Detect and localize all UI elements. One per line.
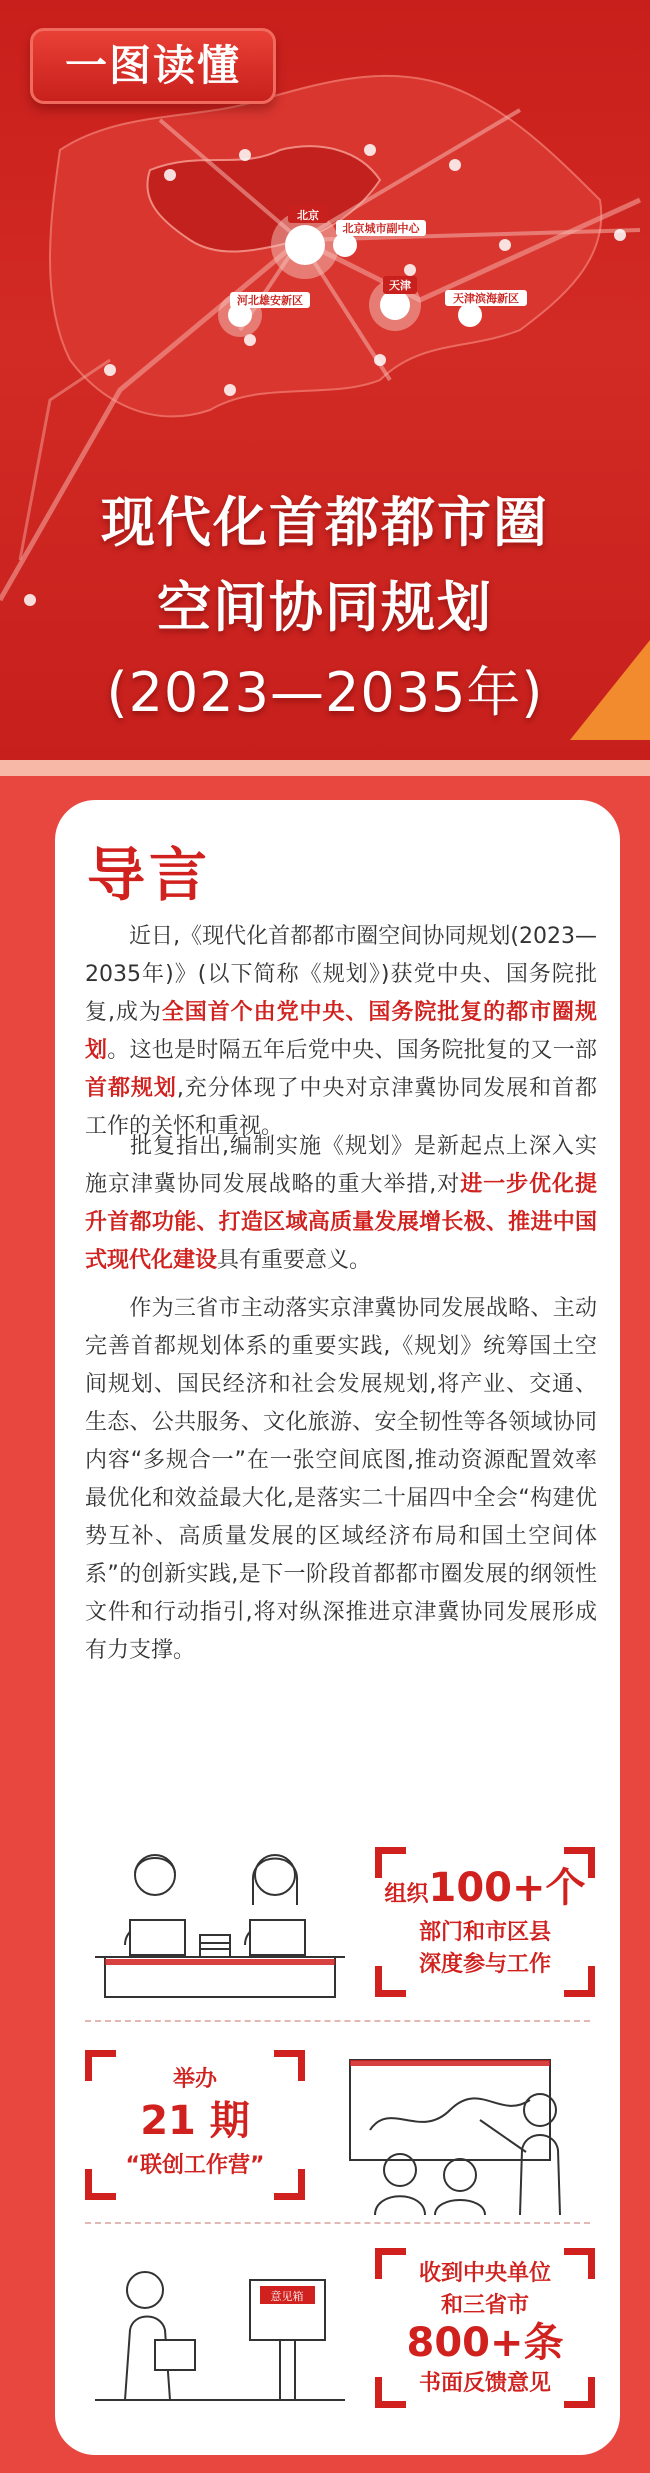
stat-box-feedback — [375, 2248, 595, 2408]
p2-text-b: 具有重要意义。 — [217, 1248, 372, 1273]
hero-title-line1: 现代化首都都市圈 — [101, 491, 549, 554]
mailbox-icon — [85, 2240, 355, 2420]
stat-box-workshops — [85, 2050, 305, 2200]
hero-title-line3: (2023—2035年) — [106, 661, 544, 724]
stat-row-feedback — [55, 2230, 620, 2425]
hero-tag: 一图读懂 — [30, 28, 276, 104]
hero-title-line2: 空间协同规划 — [157, 576, 493, 639]
p2-text-a: 批复指出,编制实施《规划》是新起点上深入实施京津冀协同发展战略的重大举措,对 — [85, 1134, 597, 1197]
p1-text-a: 近日,《现代化首都都市圈空间协同规划(2023—2035年)》(以下简称《规划》)获党中央、国务院批复,成为 — [85, 924, 597, 1025]
stat-departments-line3: 深度参与工作 — [418, 1952, 551, 1977]
intro-card — [55, 800, 620, 2455]
stat-feedback-line4: 书面反馈意见 — [418, 2371, 551, 2396]
office-workers-icon — [85, 1835, 355, 2010]
stat-workshops-value: 21 期 — [140, 2098, 250, 2144]
map-label-binhai: 天津滨海新区 — [453, 293, 519, 305]
map-label-tianjin: 天津 — [389, 280, 411, 292]
stat-row-workshops — [55, 2030, 620, 2225]
p3-text: 作为三省市主动落实京津冀协同发展战略、主动完善首都规划体系的重要实践,《规划》统筹国土空间规划、国民经济和社会发展规划,将产业、交通、生态、公共服务、文化旅游、安全韧性等各领域协同内容“多规合一”在一张空间底图,推动资源配置效率最优化和效益最大化,是落实二十届四中全会“构建优势互补、高质量发展的区域经济布局和国土空间体系”的创新实践,是下一阶段首都都市圈发展的纲领性文件和行动指引,将对纵深推进京津冀协同发展形成有力支撑。 — [85, 1296, 597, 1663]
map-label-xiongan: 河北雄安新区 — [237, 295, 303, 307]
stat-workshops-label: “联创工作营” — [125, 2153, 265, 2178]
stat-feedback-value: 800+条 — [406, 2320, 564, 2366]
p1-text-c: ,充分体现了中央对京津冀协同发展和首都工作的关怀和重视。 — [85, 1076, 597, 1139]
intro-paragraph-2 — [85, 1128, 597, 1280]
divider-2 — [85, 2222, 590, 2224]
stat-departments-value: 100+个 — [428, 1865, 586, 1911]
p1-highlight-2: 首都规划 — [85, 1076, 177, 1101]
stat-feedback-line1: 收到中央单位 — [418, 2261, 551, 2286]
hero-banner — [0, 0, 650, 760]
stat-workshops-prefix: 举办 — [172, 2067, 217, 2092]
map-label-beijing: 北京 — [297, 210, 319, 222]
divider-1 — [85, 2020, 590, 2022]
p1-highlight-1: 全国首个由党中央、国务院批复的都市圈规划 — [85, 1000, 597, 1063]
intro-paragraph-1 — [85, 918, 597, 1146]
stat-feedback-line2: 和三省市 — [440, 2293, 529, 2318]
p2-highlight: 进一步优化提升首都功能、打造区域高质量发展增长极、推进中国式现代化建设 — [85, 1172, 597, 1273]
p1-text-b: 。这也是时隔五年后党中央、国务院批复的又一部 — [107, 1038, 597, 1063]
capital-region-map — [0, 0, 650, 760]
mailbox-label: 意见箱 — [270, 2291, 304, 2303]
corner-accent — [570, 640, 650, 740]
stat-row-departments — [55, 1825, 620, 2020]
stat-departments-prefix: 组织 — [384, 1882, 429, 1907]
intro-paragraph-3 — [85, 1290, 597, 1670]
stat-box-departments — [375, 1847, 595, 1997]
stat-departments-line2: 部门和市区县 — [418, 1920, 551, 1945]
divider-strip — [0, 760, 650, 776]
stat-departments-number — [375, 1865, 595, 1911]
map-label-subcenter: 北京城市副中心 — [342, 223, 420, 235]
intro-heading: 导言 — [87, 841, 212, 909]
presentation-icon — [330, 2040, 600, 2215]
